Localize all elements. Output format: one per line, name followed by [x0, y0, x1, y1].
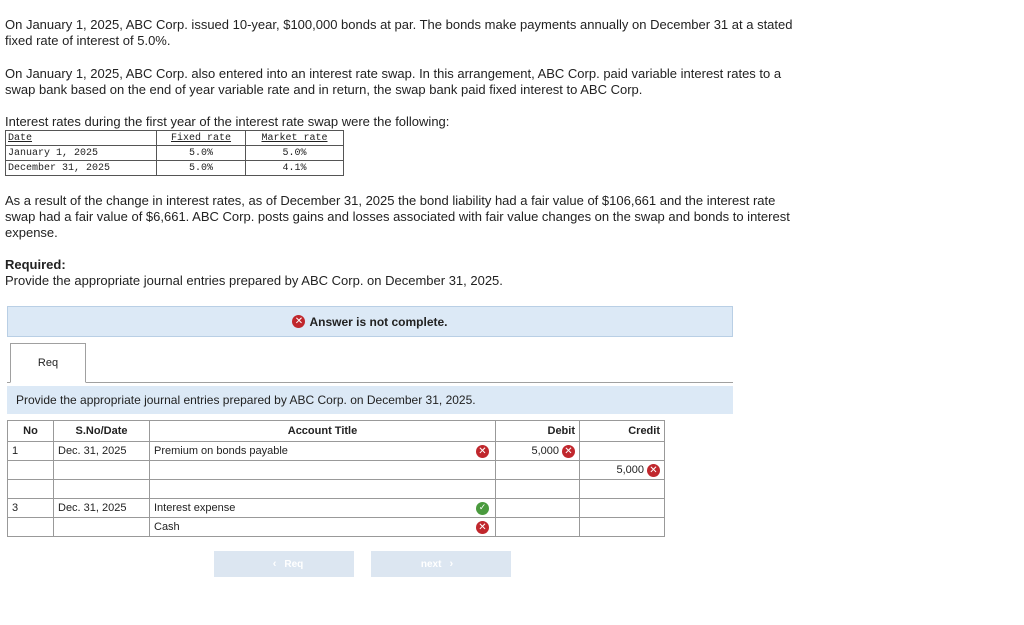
rates-cell-date: January 1, 2025 [6, 146, 157, 161]
debit-cell[interactable] [496, 518, 580, 537]
chevron-right-icon: › [449, 558, 454, 570]
rates-row [6, 146, 344, 161]
answer-status-text: Answer is not complete. [309, 314, 448, 329]
header-account-title: Account Title [150, 421, 496, 442]
entry-date[interactable] [54, 461, 150, 480]
credit-cell[interactable] [580, 461, 665, 480]
rates-header-fixed: Fixed rate [157, 131, 246, 146]
rates-cell-date: December 31, 2025 [6, 161, 157, 176]
problem-paragraph-2: On January 1, 2025, ABC Corp. also entered into an interest rate swap. In this arrangement, ABC Corp. paid variable interest rates to a swap bank based on the end of year variable rate and in return, the swap bank paid fixed interest to ABC Corp. [5, 66, 782, 97]
problem-paragraph-1: On January 1, 2025, ABC Corp. issued 10-year, $100,000 bonds at par. The bonds make payments annually on December 31 at a stated fixed rate of interest of 5.0%. [5, 17, 793, 48]
credit-cell[interactable] [580, 518, 665, 537]
account-title-cell[interactable] [150, 518, 496, 537]
rates-cell-market: 5.0% [246, 146, 344, 161]
entry-number [8, 461, 54, 480]
journal-entry-table [7, 420, 665, 537]
x-icon: ✕ [292, 315, 305, 328]
header-debit: Debit [496, 421, 580, 442]
required-heading: Required: [5, 257, 66, 272]
credit-cell[interactable] [580, 442, 665, 461]
incorrect-x-icon: ✕ [476, 445, 489, 458]
entry-date[interactable] [54, 518, 150, 537]
interest-rates-table [5, 130, 344, 176]
prev-button[interactable] [214, 551, 354, 577]
entry-date[interactable]: Dec. 31, 2025 [54, 499, 150, 518]
account-title-cell[interactable] [150, 442, 496, 461]
account-title-wrapper [154, 445, 491, 458]
account-title-text: Interest expense [154, 502, 236, 514]
table-row [8, 442, 665, 461]
debit-cell-value: 5,000 [531, 445, 559, 457]
required-text: Provide the appropriate journal entries prepared by ABC Corp. on December 31, 2025. [5, 273, 503, 288]
tab-divider [7, 382, 733, 383]
rates-cell-fixed: 5.0% [157, 146, 246, 161]
header-credit: Credit [580, 421, 665, 442]
header-date: S.No/Date [54, 421, 150, 442]
credit-cell-wrapper [584, 464, 660, 477]
rates-header-market: Market rate [246, 131, 344, 146]
rates-row [6, 161, 344, 176]
incorrect-x-icon: ✕ [562, 445, 575, 458]
problem-paragraph-4: As a result of the change in interest rates, as of December 31, 2025 the bond liability had a fair value of $106,661 and the interest rate swap had a fair value of $6,661. ABC Corp. posts gains and losses associated with fair value changes on the swap and bonds to interest expense. [5, 193, 790, 240]
debit-cell-wrapper [500, 445, 575, 458]
tab-req[interactable]: Req [10, 343, 86, 383]
correct-check-icon: ✓ [476, 502, 489, 515]
account-title-wrapper [154, 502, 491, 515]
credit-cell[interactable] [580, 499, 665, 518]
problem-paragraph-3: Interest rates during the first year of the interest rate swap were the following: [5, 114, 450, 129]
journal-header-row [8, 421, 665, 442]
rates-cell-fixed: 5.0% [157, 161, 246, 176]
debit-cell[interactable] [496, 499, 580, 518]
header-no: No [8, 421, 54, 442]
incorrect-x-icon: ✕ [647, 464, 660, 477]
rates-header-date: Date [6, 131, 157, 146]
entry-number: 1 [8, 442, 54, 461]
answer-status-banner [7, 306, 733, 337]
next-button-label: next [420, 558, 442, 570]
prev-button-label: Req [284, 558, 304, 570]
table-row [8, 480, 665, 499]
credit-cell[interactable] [580, 480, 665, 499]
account-title-cell[interactable] [150, 480, 496, 499]
entry-number: 3 [8, 499, 54, 518]
entry-date[interactable]: Dec. 31, 2025 [54, 442, 150, 461]
chevron-left-icon: ‹ [272, 558, 277, 570]
entry-number [8, 518, 54, 537]
debit-cell[interactable] [496, 442, 580, 461]
instruction-text: Provide the appropriate journal entries prepared by ABC Corp. on December 31, 2025. [7, 386, 733, 414]
incorrect-x-icon: ✕ [476, 521, 489, 534]
table-row [8, 518, 665, 537]
account-title-cell[interactable] [150, 499, 496, 518]
next-button[interactable] [371, 551, 511, 577]
account-title-text: Cash [154, 521, 180, 533]
table-row [8, 461, 665, 480]
account-title-cell[interactable] [150, 461, 496, 480]
rates-header-row [6, 131, 344, 146]
entry-number [8, 480, 54, 499]
debit-cell[interactable] [496, 480, 580, 499]
entry-date[interactable] [54, 480, 150, 499]
debit-cell[interactable] [496, 461, 580, 480]
table-row [8, 499, 665, 518]
account-title-text: Premium on bonds payable [154, 445, 288, 457]
rates-cell-market: 4.1% [246, 161, 344, 176]
account-title-wrapper [154, 521, 491, 534]
credit-cell-value: 5,000 [616, 464, 644, 476]
